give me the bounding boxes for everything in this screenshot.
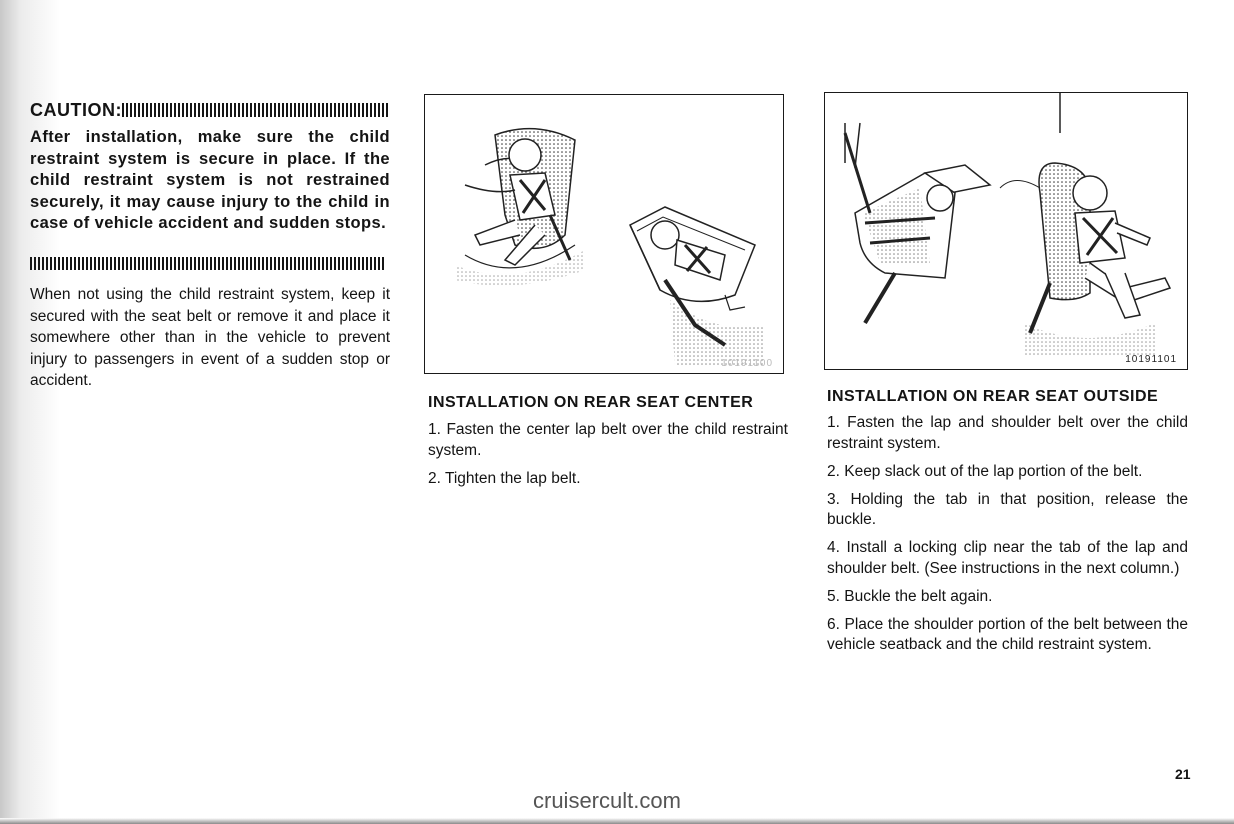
- section-title-outside: INSTALLATION ON REAR SEAT OUTSIDE: [827, 388, 1159, 405]
- figure-rear-seat-outside: [824, 92, 1188, 370]
- figure-id-outside: 10191101: [1125, 354, 1177, 365]
- caution-end-rule: [30, 257, 386, 270]
- storage-note: When not using the child restraint system, keep it secured with the seat belt or remove it and place it somewhere other than in the vehicle to prevent injury to passengers in event of a sudden stop or accident.: [30, 285, 390, 390]
- step-outside-5: 5. Buckle the belt again.: [827, 587, 993, 605]
- page-number: 21: [1175, 766, 1191, 782]
- child-seats-outside-illustration: [825, 93, 1187, 369]
- caution-column: [30, 100, 390, 392]
- step-outside-1: 1. Fasten the lap and shoulder belt over the child restraint system.: [827, 414, 1188, 452]
- figure-id-center: 10191100: [721, 358, 773, 369]
- step-center-2: 2. Tighten the lap belt.: [428, 469, 581, 487]
- bleed-through-text: [28, 405, 31, 493]
- step-outside-3: 3. Holding the tab in that position, release the buckle.: [827, 490, 1188, 528]
- steps-center: [428, 420, 788, 497]
- section-title-center: INSTALLATION ON REAR SEAT CENTER: [428, 394, 754, 411]
- page-bottom-edge: [0, 818, 1234, 824]
- step-center-1: 1. Fasten the center lap belt over the child restraint system.: [428, 421, 788, 459]
- step-outside-2: 2. Keep slack out of the lap portion of the belt.: [827, 462, 1143, 480]
- caution-heading: CAUTION:: [30, 100, 122, 120]
- caution-rule: [122, 103, 390, 117]
- child-seats-center-illustration: [425, 95, 783, 373]
- caution-heading-line: [30, 100, 390, 121]
- steps-outside: [827, 413, 1188, 663]
- caution-body: After installation, make sure the child restraint system is secure in place. If the child restraint system is not restrained securely, it may cause injury to the child in case of vehicle accident and sudden stops.: [30, 128, 390, 233]
- watermark-text: cruisercult.com: [533, 788, 681, 813]
- figure-rear-seat-center: [424, 94, 784, 374]
- step-outside-6: 6. Place the shoulder portion of the belt between the vehicle seatback and the child restraint system.: [827, 615, 1188, 653]
- step-outside-4: 4. Install a locking clip near the tab of the lap and shoulder belt. (See instructions in the next column.): [827, 539, 1188, 577]
